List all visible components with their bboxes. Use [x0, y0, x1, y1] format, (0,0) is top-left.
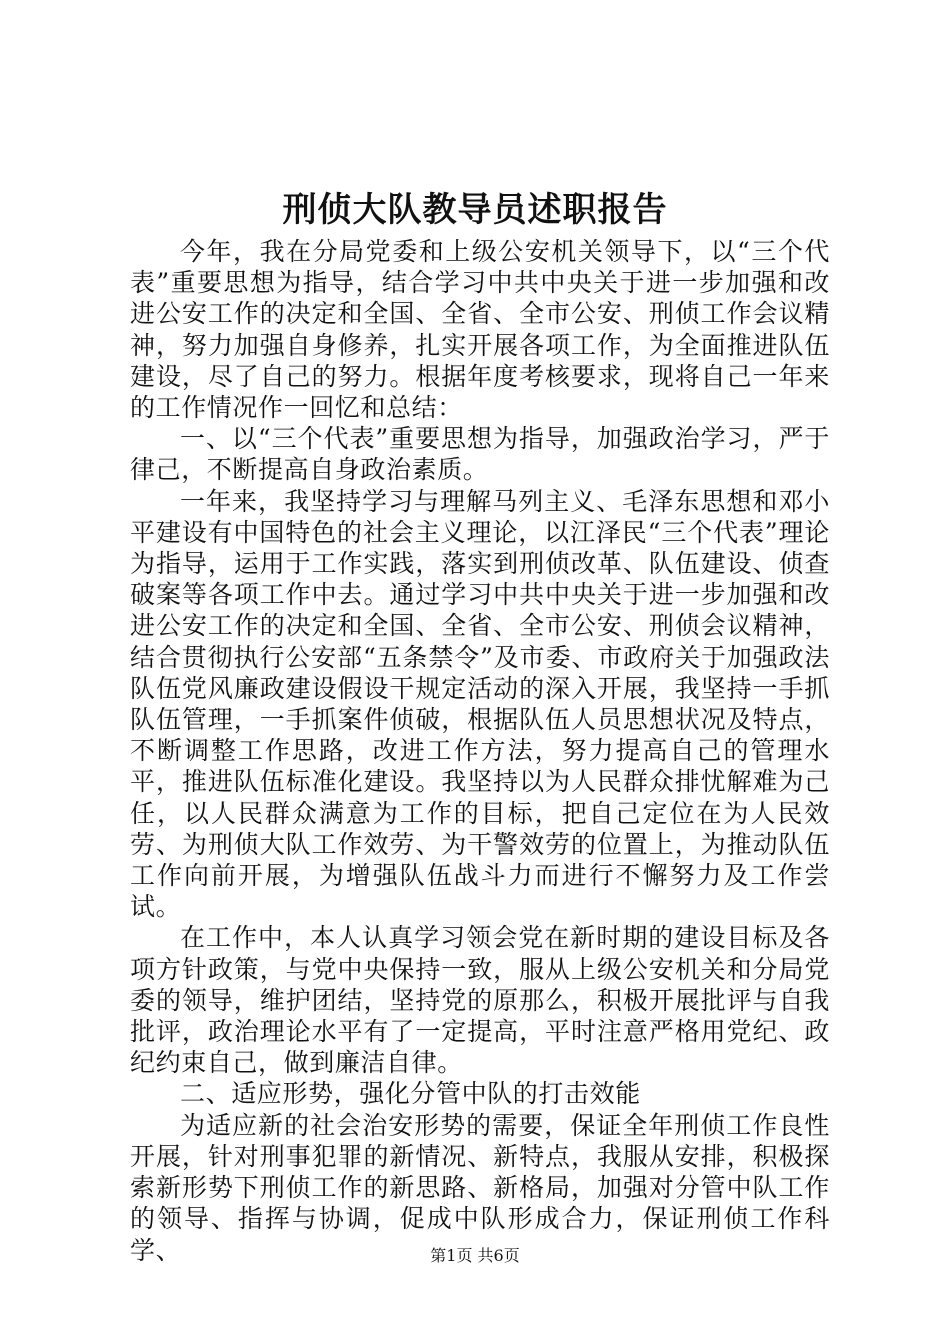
paragraph: 一年来，我坚持学习与理解马列主义、毛泽东思想和邓小平建设有中国特色的社会主义理论，以江泽民“三个代表”理论为指导，运用于工作实践，落实到刑侦改革、队伍建设、侦查破案等各项工作中去。通过学习中共中央关于进一步加强和改进公安工作的决定和全国、全省、全市公安、刑侦会议精神，结合贯彻执行公安部“五条禁令”及市委、市政府关于加强政法队伍党风廉政建设假设干规定活动的深入开展，我坚持一手抓队伍管理，一手抓案件侦破，根据队伍人员思想状况及特点，不断调整工作思路，改进工作方法，努力提高自己的管理水平，推进队伍标准化建设。我坚持以为人民群众排忧解难为己任，以人民群众满意为工作的目标，把自己定位在为人民效劳、为刑侦大队工作效劳、为干警效劳的位置上，为推动队伍工作向前开展，为增强队伍战斗力而进行不懈努力及工作尝试。	[130, 486, 830, 922]
paragraph: 为适应新的社会治安形势的需要，保证全年刑侦工作良性开展，针对刑事犯罪的新情况、新特点，我服从安排，积极探索新形势下刑侦工作的新思路、新格局，加强对分管中队工作的领导、指挥与协调，促成中队形成合力，保证刑侦工作科学、	[130, 1110, 830, 1265]
paragraph: 在工作中，本人认真学习领会党在新时期的建设目标及各项方针政策，与党中央保持一致，服从上级公安机关和分局党委的领导，维护团结，坚持党的原那么，积极开展批评与自我批评，政治理论水平有了一定提高，平时注意严格用党纪、政纪约束自己，做到廉洁自律。	[130, 923, 830, 1078]
page-number-footer: 第1页 共6页	[430, 1246, 520, 1265]
section-heading: 一、以“三个代表”重要思想为指导，加强政治学习，严于律己，不断提高自身政治素质。	[130, 424, 830, 485]
document-body	[130, 236, 830, 1266]
document-title: 刑侦大队教导员述职报告	[282, 190, 668, 230]
section-heading: 二、适应形势，强化分管中队的打击效能	[180, 1079, 641, 1109]
paragraph: 今年，我在分局党委和上级公安机关领导下，以“三个代表”重要思想为指导，结合学习中共中央关于进一步加强和改进公安工作的决定和全国、全省、全市公安、刑侦工作会议精神，努力加强自身修养，扎实开展各项工作，为全面推进队伍建设，尽了自己的努力。根据年度考核要求，现将自己一年来的工作情况作一回忆和总结：	[130, 237, 830, 423]
